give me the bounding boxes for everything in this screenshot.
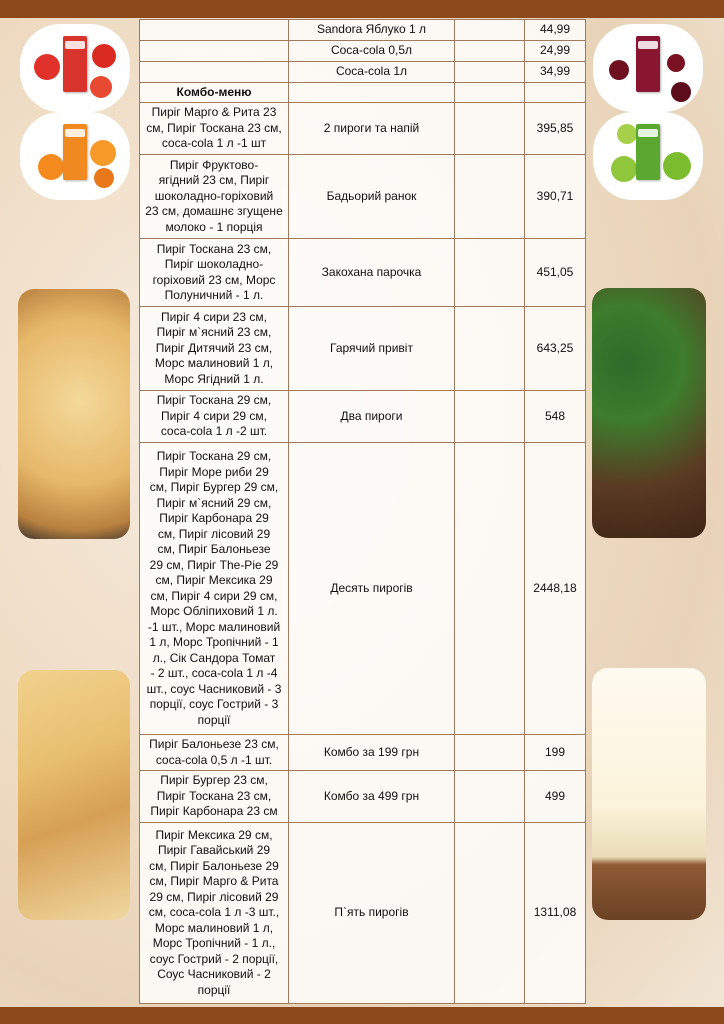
combo-row (140, 735, 586, 771)
herbs-photo (592, 288, 706, 538)
empty-cell (455, 823, 525, 1004)
drink-name: Coca-cola 0,5л (289, 41, 455, 62)
empty-cell (455, 62, 525, 83)
combo-price: 548 (525, 391, 586, 443)
combo-items: Пиріг Бургер 23 см, Пиріг Тоскана 23 см, Пиріг Карбонара 23 см (140, 771, 289, 823)
combo-row (140, 103, 586, 155)
top-color-bar (0, 0, 724, 18)
combo-items: Пиріг Тоскана 29 см, Пиріг Море риби 29 см, Пиріг Бургер 29 см, Пиріг м`ясний 29 см, Пиріг Карбонара 29 см, Пиріг лісовий 29 см, Пиріг Балоньезе 29 см, Пиріг The-Pie 29 см, Пиріг Мексика 29 см, Пиріг 4 сири 29 см, Морс Обліпиховий 1 л. -1 шт., Морс малиновий 1 л, Морс Тропічний - 1 л., Сік Сандора Томат - 2 шт., coca-cola 1 л -4 шт., соус Часниковий - 3 порції, соус Гострий - 3 порції (140, 443, 289, 735)
combo-price: 2448,18 (525, 443, 586, 735)
orange-juice-image (20, 112, 130, 200)
combo-items: Пиріг Фруктово- ягідний 23 см, Пиріг шоколадно-горіховий 23 см, домашнє згущене молоко - 1 порція (140, 155, 289, 239)
empty-cell (455, 20, 525, 41)
combo-name: Гарячий привіт (289, 307, 455, 391)
combo-price: 499 (525, 771, 586, 823)
combo-row (140, 443, 586, 735)
empty-cell (455, 239, 525, 307)
combo-row (140, 155, 586, 239)
combo-price: 199 (525, 735, 586, 771)
combo-name: 2 пироги та напій (289, 103, 455, 155)
combo-name: Комбо за 499 грн (289, 771, 455, 823)
combo-header-row (140, 83, 586, 103)
empty-cell (455, 307, 525, 391)
combo-name: Бадьорий ранок (289, 155, 455, 239)
drink-row (140, 41, 586, 62)
combo-name: П`ять пирогів (289, 823, 455, 1004)
combo-menu-header: Комбо-меню (140, 83, 289, 103)
combo-name: Два пироги (289, 391, 455, 443)
drink-row (140, 62, 586, 83)
empty-cell (455, 391, 525, 443)
combo-price: 395,85 (525, 103, 586, 155)
combo-items: Пиріг Балоньезе 23 см, coca-cola 0,5 л -1 шт. (140, 735, 289, 771)
empty-cell (455, 103, 525, 155)
drink-price: 24,99 (525, 41, 586, 62)
combo-menu-table (139, 19, 586, 1004)
combo-items: Пиріг 4 сири 23 см, Пиріг м`ясний 23 см, Пиріг Дитячий 23 см, Морс малиновий 1 л, Морс Ягідний 1 л. (140, 307, 289, 391)
empty-cell (289, 83, 455, 103)
cherry-juice-image (593, 24, 703, 112)
pie-photo-left-bottom (18, 670, 130, 920)
combo-items: Пиріг Тоскана 29 см, Пиріг 4 сири 29 см, coca-cola 1 л -2 шт. (140, 391, 289, 443)
empty-cell (455, 41, 525, 62)
drink-name: Sandora Яблуко 1 л (289, 20, 455, 41)
combo-price: 643,25 (525, 307, 586, 391)
drink-price: 34,99 (525, 62, 586, 83)
combo-name: Комбо за 199 грн (289, 735, 455, 771)
combo-row (140, 391, 586, 443)
bottom-color-bar (0, 1007, 724, 1024)
combo-row (140, 771, 586, 823)
combo-price: 390,71 (525, 155, 586, 239)
combo-price: 451,05 (525, 239, 586, 307)
combo-name: Десять пирогів (289, 443, 455, 735)
combo-row (140, 823, 586, 1004)
combo-items: Пиріг Марго & Рита 23 см, Пиріг Тоскана 23 см, coca-cola 1 л -1 шт (140, 103, 289, 155)
cheese-photo (592, 668, 706, 920)
empty-cell (455, 735, 525, 771)
empty-cell (455, 771, 525, 823)
drink-price: 44,99 (525, 20, 586, 41)
empty-cell (455, 443, 525, 735)
drink-items-cell (140, 41, 289, 62)
tomato-juice-image (20, 24, 130, 112)
pie-photo-left-top (18, 289, 130, 539)
apple-juice-image (593, 112, 703, 200)
combo-row (140, 239, 586, 307)
combo-price: 1311,08 (525, 823, 586, 1004)
combo-row (140, 307, 586, 391)
drink-items-cell (140, 20, 289, 41)
drink-row (140, 20, 586, 41)
drink-items-cell (140, 62, 289, 83)
combo-items: Пиріг Мексика 29 см, Пиріг Гавайський 29 см, Пиріг Балоньезе 29 см, Пиріг Марго & Рита 29 см, Пиріг лісовий 29 см, coca-cola 1 л -3 шт., Морс малиновий 1 л, Морс Тропічний - 1 л., соус Гострий - 2 порції, Соус Часниковий - 2 порції (140, 823, 289, 1004)
empty-cell (455, 83, 525, 103)
empty-cell (455, 155, 525, 239)
drink-name: Coca-cola 1л (289, 62, 455, 83)
empty-cell (525, 83, 586, 103)
combo-items: Пиріг Тоскана 23 см, Пиріг шоколадно- горіховий 23 см, Морс Полуничний - 1 л. (140, 239, 289, 307)
combo-name: Закохана парочка (289, 239, 455, 307)
